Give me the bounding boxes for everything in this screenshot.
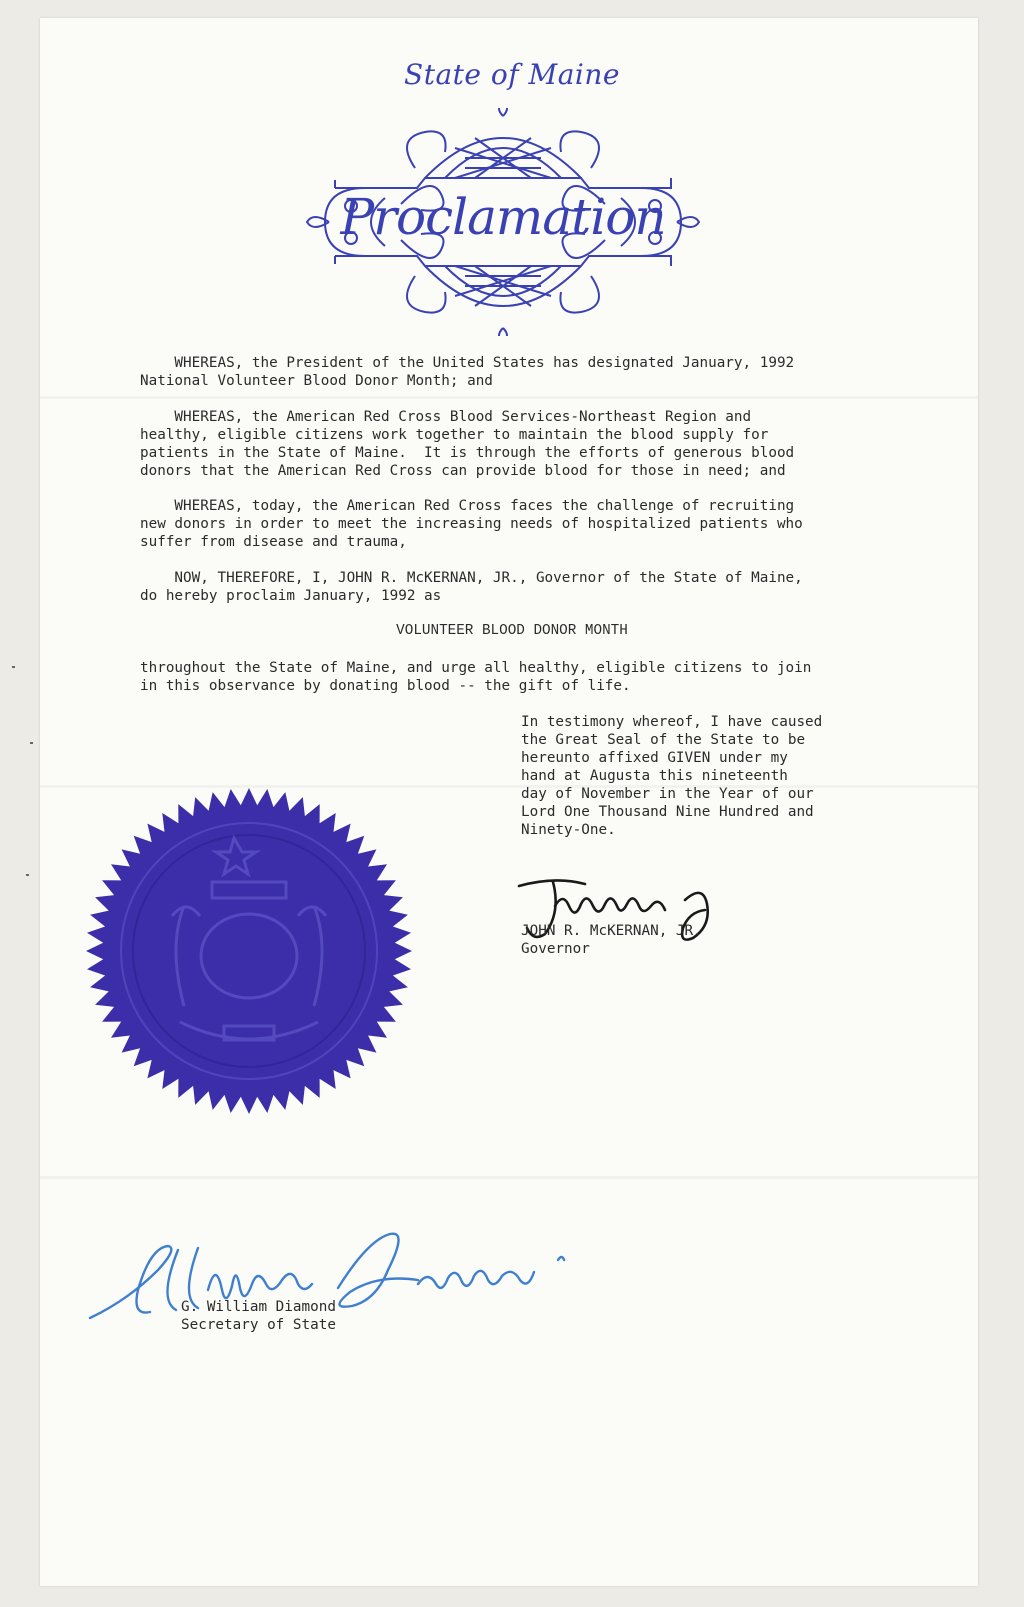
text-line: WHEREAS, the American Red Cross Blood Services-Northeast Region and <box>140 409 752 425</box>
testimony-paragraph <box>521 713 822 839</box>
text-line: WHEREAS, today, the American Red Cross faces the challenge of recruiting <box>140 498 795 514</box>
secretary-title: Secretary of State <box>181 1317 336 1333</box>
text-line: do hereby proclaim January, 1992 as <box>140 588 442 604</box>
secretary-name: G. William Diamond <box>181 1299 336 1315</box>
whereas-paragraph-2 <box>140 408 794 480</box>
state-heading: State of Maine <box>404 58 620 91</box>
text-line: National Volunteer Blood Donor Month; and <box>140 373 493 389</box>
state-seal <box>84 786 414 1116</box>
governor-title: Governor <box>521 941 590 957</box>
text-line: throughout the State of Maine, and urge all healthy, eligible citizens to join <box>140 660 812 676</box>
fold-line <box>40 1176 978 1179</box>
text-line: the Great Seal of the State to be <box>521 732 806 748</box>
governor-name: JOHN R. McKERNAN, JR. <box>521 923 702 939</box>
text-line: in this observance by donating blood -- the gift of life. <box>140 678 631 694</box>
proclamation-title: Proclamation <box>340 188 666 246</box>
speck <box>26 874 29 876</box>
text-line: healthy, eligible citizens work together to maintain the blood supply for <box>140 427 769 443</box>
whereas-paragraph-1 <box>140 354 794 390</box>
speck <box>30 742 33 744</box>
text-line: Ninety-One. <box>521 822 616 838</box>
proclaimed-title: VOLUNTEER BLOOD DONOR MONTH <box>396 623 628 639</box>
secretary-signature-block <box>181 1298 336 1334</box>
text-line: hand at Augusta this nineteenth <box>521 768 788 784</box>
text-line: suffer from disease and trauma, <box>140 534 407 550</box>
governor-signature-block <box>521 922 702 958</box>
text-line: day of November in the Year of our <box>521 786 814 802</box>
text-line: Lord One Thousand Nine Hundred and <box>521 804 814 820</box>
text-line: donors that the American Red Cross can provide blood for those in need; and <box>140 463 786 479</box>
text-line: WHEREAS, the President of the United States has designated January, 1992 <box>140 355 795 371</box>
speck <box>12 666 15 668</box>
fold-line <box>40 396 978 399</box>
therefore-paragraph <box>140 569 803 605</box>
secretary-signature <box>88 1230 588 1340</box>
whereas-paragraph-3 <box>140 497 803 551</box>
closing-paragraph <box>140 659 811 695</box>
text-line: NOW, THEREFORE, I, JOHN R. McKERNAN, JR., Governor of the State of Maine, <box>140 570 803 586</box>
text-line: In testimony whereof, I have caused <box>521 714 823 730</box>
text-line: hereunto affixed GIVEN under my <box>521 750 788 766</box>
text-line: new donors in order to meet the increasing needs of hospitalized patients who <box>140 516 803 532</box>
text-line: patients in the State of Maine. It is through the efforts of generous blood <box>140 445 795 461</box>
